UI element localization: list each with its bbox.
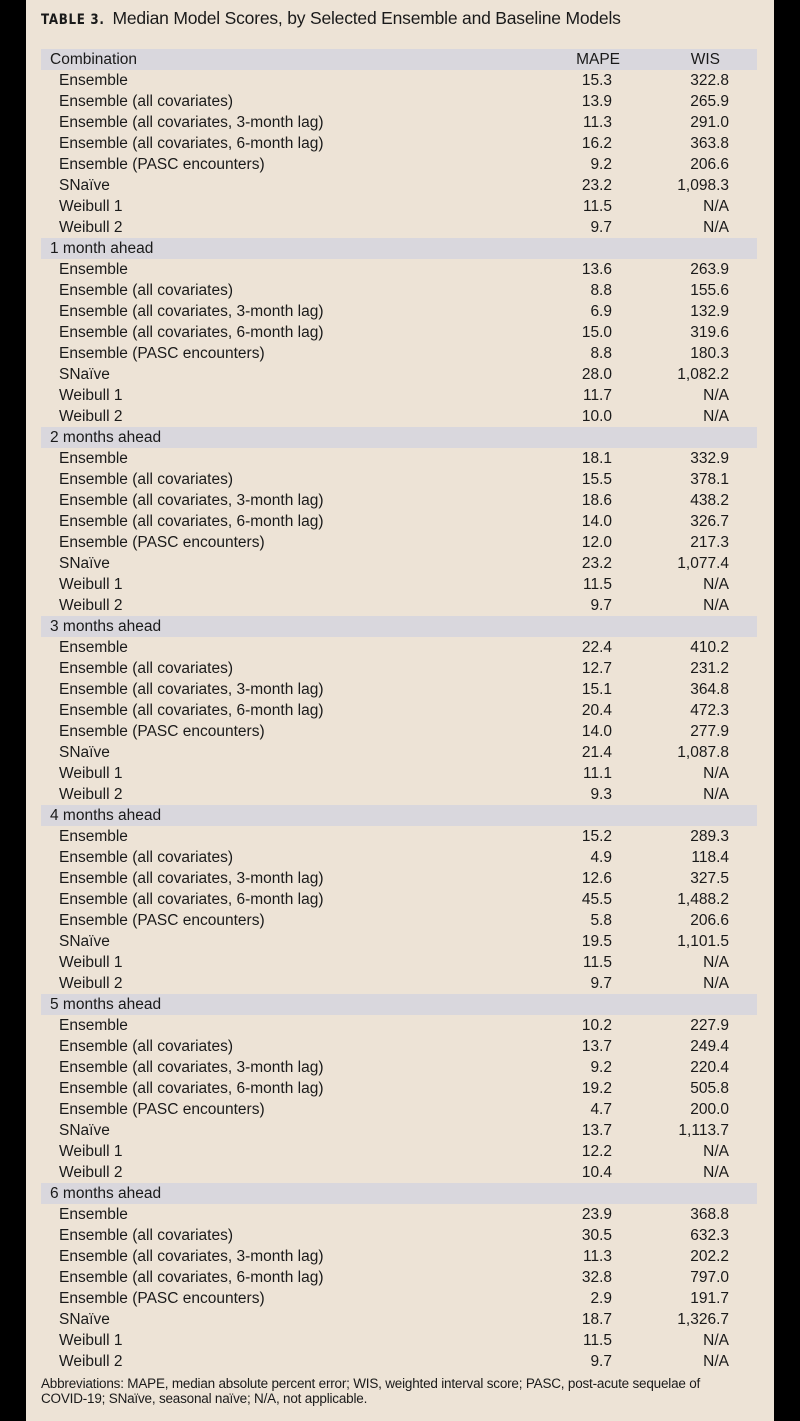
mape-cell: 45.5 xyxy=(581,891,612,908)
model-name-cell: Weibull 2 xyxy=(59,219,123,236)
model-name-cell: SNaïve xyxy=(59,744,110,761)
wis-cell: 363.8 xyxy=(690,135,729,152)
group-label: 3 months ahead xyxy=(50,618,162,635)
table-row xyxy=(41,637,757,658)
mape-cell: 13.6 xyxy=(581,261,612,278)
wis-cell: N/A xyxy=(703,954,729,971)
model-name-cell: Ensemble (all covariates) xyxy=(59,282,234,299)
mape-cell: 11.1 xyxy=(582,765,612,782)
wis-cell: 472.3 xyxy=(690,702,729,719)
column-header-combination: Combination xyxy=(50,51,138,68)
wis-cell: N/A xyxy=(703,387,729,404)
wis-cell: 1,326.7 xyxy=(677,1311,729,1328)
table-row xyxy=(41,1309,757,1330)
wis-cell: 155.6 xyxy=(690,282,729,299)
model-name-cell: SNaïve xyxy=(59,933,110,950)
table-row xyxy=(41,490,757,511)
mape-cell: 13.7 xyxy=(581,1122,612,1139)
wis-cell: 319.6 xyxy=(690,324,729,341)
mape-cell: 32.8 xyxy=(581,1269,612,1286)
wis-cell: N/A xyxy=(703,1332,729,1349)
wis-cell: 202.2 xyxy=(690,1248,729,1265)
mape-cell: 9.7 xyxy=(590,219,612,236)
mape-cell: 12.0 xyxy=(581,534,612,551)
wis-cell: 289.3 xyxy=(690,828,729,845)
table-footnote: Abbreviations: MAPE, median absolute percent error; WIS, weighted interval score; PASC, post-acute sequelae of COVID-19; SNaïve, seasonal naïve; N/A, not applicable. xyxy=(41,1376,701,1406)
wis-cell: 132.9 xyxy=(690,303,729,320)
wis-cell: 118.4 xyxy=(691,849,729,866)
wis-cell: 1,113.7 xyxy=(678,1122,729,1139)
table-row xyxy=(41,154,757,175)
table-row xyxy=(41,1267,757,1288)
model-name-cell: Ensemble (all covariates, 6-month lag) xyxy=(59,702,324,719)
wis-cell: 227.9 xyxy=(690,1017,729,1034)
mape-cell: 18.6 xyxy=(581,492,612,509)
model-name-cell: Ensemble (all covariates, 6-month lag) xyxy=(59,513,324,530)
wis-cell: N/A xyxy=(703,1164,729,1181)
table-row xyxy=(41,1225,757,1246)
mape-cell: 9.2 xyxy=(590,1059,612,1076)
table-row xyxy=(41,532,757,553)
mape-cell: 30.5 xyxy=(581,1227,612,1244)
wis-cell: 249.4 xyxy=(690,1038,729,1055)
table-row xyxy=(41,1141,757,1162)
table-row xyxy=(41,217,757,238)
table-row xyxy=(41,784,757,805)
model-name-cell: Ensemble (PASC encounters) xyxy=(59,534,265,551)
mape-cell: 12.7 xyxy=(581,660,612,677)
mape-cell: 23.2 xyxy=(581,177,612,194)
table-row xyxy=(41,1330,757,1351)
wis-cell: 322.8 xyxy=(690,72,729,89)
model-name-cell: SNaïve xyxy=(59,1311,110,1328)
mape-cell: 15.5 xyxy=(581,471,612,488)
group-header-row xyxy=(41,238,757,259)
model-name-cell: Ensemble (all covariates) xyxy=(59,93,234,110)
table-row xyxy=(41,847,757,868)
model-name-cell: Ensemble (all covariates, 3-month lag) xyxy=(59,870,324,887)
table-row xyxy=(41,910,757,931)
model-name-cell: Ensemble (all covariates) xyxy=(59,1227,234,1244)
wis-cell: 410.2 xyxy=(690,639,729,656)
table-row xyxy=(41,133,757,154)
wis-cell: 206.6 xyxy=(690,912,729,929)
wis-cell: 263.9 xyxy=(690,261,729,278)
table-row xyxy=(41,1246,757,1267)
mape-cell: 9.2 xyxy=(590,156,612,173)
wis-cell: 368.8 xyxy=(690,1206,729,1223)
table-row xyxy=(41,301,757,322)
mape-cell: 2.9 xyxy=(590,1290,612,1307)
mape-cell: 19.5 xyxy=(581,933,612,950)
mape-cell: 9.7 xyxy=(590,597,612,614)
model-name-cell: SNaïve xyxy=(59,366,110,383)
table-title-text: Median Model Scores, by Selected Ensemble and Baseline Models xyxy=(112,8,621,28)
mape-cell: 11.5 xyxy=(582,576,612,593)
mape-cell: 12.6 xyxy=(581,870,612,887)
wis-cell: 191.7 xyxy=(690,1290,729,1307)
mape-cell: 15.0 xyxy=(581,324,612,341)
mape-cell: 8.8 xyxy=(590,345,612,362)
model-name-cell: Weibull 1 xyxy=(59,576,123,593)
table-title xyxy=(41,8,621,29)
model-name-cell: Weibull 1 xyxy=(59,765,123,782)
table-row xyxy=(41,1162,757,1183)
wis-cell: 364.8 xyxy=(690,681,729,698)
wis-cell: N/A xyxy=(703,786,729,803)
model-name-cell: Weibull 2 xyxy=(59,1353,123,1370)
table-row xyxy=(41,1099,757,1120)
table-row xyxy=(41,1078,757,1099)
table-row xyxy=(41,70,757,91)
mape-cell: 23.2 xyxy=(581,555,612,572)
wis-cell: N/A xyxy=(703,408,729,425)
model-name-cell: Ensemble (all covariates, 6-month lag) xyxy=(59,891,324,908)
mape-cell: 19.2 xyxy=(581,1080,612,1097)
group-label: 2 months ahead xyxy=(50,429,162,446)
mape-cell: 6.9 xyxy=(590,303,612,320)
mape-cell: 8.8 xyxy=(590,282,612,299)
group-label: 4 months ahead xyxy=(50,807,162,824)
table-header-row xyxy=(41,49,757,70)
wis-cell: N/A xyxy=(703,1143,729,1160)
model-name-cell: Ensemble (all covariates) xyxy=(59,660,234,677)
table-row xyxy=(41,826,757,847)
model-name-cell: Ensemble (PASC encounters) xyxy=(59,156,265,173)
model-name-cell: SNaïve xyxy=(59,1122,110,1139)
table-row xyxy=(41,574,757,595)
table-row xyxy=(41,700,757,721)
mape-cell: 9.7 xyxy=(590,1353,612,1370)
model-name-cell: SNaïve xyxy=(59,555,110,572)
model-name-cell: Ensemble (all covariates, 3-month lag) xyxy=(59,114,324,131)
group-header-row xyxy=(41,994,757,1015)
model-name-cell: SNaïve xyxy=(59,177,110,194)
model-name-cell: Ensemble (all covariates, 6-month lag) xyxy=(59,1269,324,1286)
mape-cell: 14.0 xyxy=(581,723,612,740)
mape-cell: 14.0 xyxy=(581,513,612,530)
table-row xyxy=(41,112,757,133)
model-name-cell: Ensemble (all covariates, 3-month lag) xyxy=(59,681,324,698)
mape-cell: 11.5 xyxy=(582,1332,612,1349)
mape-cell: 11.3 xyxy=(582,1248,612,1265)
table-row xyxy=(41,973,757,994)
mape-cell: 22.4 xyxy=(581,639,612,656)
wis-cell: N/A xyxy=(703,765,729,782)
wis-cell: N/A xyxy=(703,597,729,614)
wis-cell: 206.6 xyxy=(690,156,729,173)
model-name-cell: Ensemble (PASC encounters) xyxy=(59,912,265,929)
table-row xyxy=(41,1351,757,1372)
wis-cell: N/A xyxy=(703,975,729,992)
table-row xyxy=(41,1015,757,1036)
wis-cell: 632.3 xyxy=(690,1227,729,1244)
model-name-cell: Ensemble xyxy=(59,1017,128,1034)
wis-cell: 332.9 xyxy=(690,450,729,467)
table-row xyxy=(41,1288,757,1309)
mape-cell: 11.3 xyxy=(582,114,612,131)
group-label: 6 months ahead xyxy=(50,1185,162,1202)
table-row xyxy=(41,343,757,364)
model-name-cell: Weibull 2 xyxy=(59,597,123,614)
wis-cell: 797.0 xyxy=(690,1269,729,1286)
mape-cell: 9.7 xyxy=(590,975,612,992)
model-name-cell: Ensemble (all covariates, 6-month lag) xyxy=(59,1080,324,1097)
wis-cell: N/A xyxy=(703,198,729,215)
mape-cell: 10.4 xyxy=(581,1164,612,1181)
group-label: 5 months ahead xyxy=(50,996,162,1013)
model-name-cell: Weibull 2 xyxy=(59,408,123,425)
mape-cell: 23.9 xyxy=(581,1206,612,1223)
model-name-cell: Ensemble (all covariates, 6-month lag) xyxy=(59,135,324,152)
table-row xyxy=(41,280,757,301)
model-name-cell: Weibull 1 xyxy=(59,1332,123,1349)
table-row xyxy=(41,931,757,952)
mape-cell: 10.0 xyxy=(581,408,612,425)
model-name-cell: Weibull 1 xyxy=(59,198,123,215)
mape-cell: 18.7 xyxy=(581,1311,612,1328)
mape-cell: 18.1 xyxy=(581,450,612,467)
table-row xyxy=(41,742,757,763)
model-name-cell: Ensemble xyxy=(59,261,128,278)
wis-cell: 1,098.3 xyxy=(677,177,729,194)
group-header-row xyxy=(41,427,757,448)
table-row xyxy=(41,364,757,385)
mape-cell: 10.2 xyxy=(581,1017,612,1034)
scores-table xyxy=(41,49,757,1372)
mape-cell: 15.1 xyxy=(581,681,612,698)
wis-cell: N/A xyxy=(703,219,729,236)
mape-cell: 13.7 xyxy=(581,1038,612,1055)
model-name-cell: Weibull 2 xyxy=(59,1164,123,1181)
group-label: 1 month ahead xyxy=(50,240,154,257)
table-row xyxy=(41,721,757,742)
table-row xyxy=(41,679,757,700)
table-row xyxy=(41,448,757,469)
model-name-cell: Ensemble (PASC encounters) xyxy=(59,1290,265,1307)
wis-cell: 180.3 xyxy=(690,345,729,362)
wis-cell: 291.0 xyxy=(690,114,729,131)
mape-cell: 4.7 xyxy=(590,1101,612,1118)
group-header-row xyxy=(41,616,757,637)
wis-cell: 200.0 xyxy=(690,1101,729,1118)
table-row xyxy=(41,868,757,889)
wis-cell: 220.4 xyxy=(690,1059,729,1076)
mape-cell: 15.2 xyxy=(581,828,612,845)
mape-cell: 11.7 xyxy=(582,387,612,404)
mape-cell: 11.5 xyxy=(582,954,612,971)
table-row xyxy=(41,889,757,910)
mape-cell: 21.4 xyxy=(581,744,612,761)
wis-cell: 327.5 xyxy=(690,870,729,887)
group-header-row xyxy=(41,805,757,826)
model-name-cell: Weibull 1 xyxy=(59,1143,123,1160)
mape-cell: 11.5 xyxy=(582,198,612,215)
wis-cell: N/A xyxy=(703,576,729,593)
column-header-mape: MAPE xyxy=(576,51,620,68)
wis-cell: 326.7 xyxy=(690,513,729,530)
table-row xyxy=(41,196,757,217)
wis-cell: 1,082.2 xyxy=(677,366,729,383)
wis-cell: 1,101.5 xyxy=(677,933,729,950)
wis-cell: 378.1 xyxy=(690,471,729,488)
model-name-cell: Weibull 2 xyxy=(59,975,123,992)
wis-cell: 505.8 xyxy=(690,1080,729,1097)
mape-cell: 15.3 xyxy=(581,72,612,89)
table-row xyxy=(41,175,757,196)
wis-cell: 217.3 xyxy=(690,534,729,551)
table-row xyxy=(41,1036,757,1057)
model-name-cell: Ensemble (all covariates, 3-month lag) xyxy=(59,1059,324,1076)
model-name-cell: Ensemble xyxy=(59,828,128,845)
column-header-wis: WIS xyxy=(690,51,720,68)
mape-cell: 20.4 xyxy=(581,702,612,719)
wis-cell: N/A xyxy=(703,1353,729,1370)
model-name-cell: Weibull 1 xyxy=(59,954,123,971)
model-name-cell: Ensemble (all covariates) xyxy=(59,1038,234,1055)
wis-cell: 1,087.8 xyxy=(677,744,729,761)
model-name-cell: Ensemble xyxy=(59,1206,128,1223)
model-name-cell: Weibull 2 xyxy=(59,786,123,803)
table-row xyxy=(41,91,757,112)
wis-cell: 1,077.4 xyxy=(677,555,729,572)
table-row xyxy=(41,553,757,574)
wis-cell: 438.2 xyxy=(690,492,729,509)
model-name-cell: Ensemble (all covariates, 6-month lag) xyxy=(59,324,324,341)
wis-cell: 1,488.2 xyxy=(677,891,729,908)
wis-cell: 277.9 xyxy=(690,723,729,740)
mape-cell: 28.0 xyxy=(581,366,612,383)
table-row xyxy=(41,406,757,427)
mape-cell: 13.9 xyxy=(581,93,612,110)
mape-cell: 16.2 xyxy=(581,135,612,152)
mape-cell: 12.2 xyxy=(581,1143,612,1160)
table-row xyxy=(41,322,757,343)
model-name-cell: Ensemble xyxy=(59,72,128,89)
model-name-cell: Ensemble (PASC encounters) xyxy=(59,345,265,362)
group-header-row xyxy=(41,1183,757,1204)
mape-cell: 9.3 xyxy=(590,786,612,803)
wis-cell: 265.9 xyxy=(690,93,729,110)
wis-cell: 231.2 xyxy=(690,660,729,677)
table-row xyxy=(41,1120,757,1141)
table-row xyxy=(41,511,757,532)
table-row xyxy=(41,469,757,490)
model-name-cell: Ensemble (all covariates, 3-month lag) xyxy=(59,303,324,320)
model-name-cell: Ensemble (PASC encounters) xyxy=(59,1101,265,1118)
model-name-cell: Ensemble xyxy=(59,450,128,467)
model-name-cell: Ensemble (all covariates, 3-month lag) xyxy=(59,492,324,509)
mape-cell: 4.9 xyxy=(590,849,612,866)
table-row xyxy=(41,1204,757,1225)
model-name-cell: Ensemble (all covariates) xyxy=(59,849,234,866)
table-row xyxy=(41,658,757,679)
table-number-label: TABLE 3. xyxy=(41,12,105,28)
model-name-cell: Ensemble xyxy=(59,639,128,656)
model-name-cell: Ensemble (all covariates) xyxy=(59,471,234,488)
table-row xyxy=(41,952,757,973)
table-row xyxy=(41,1057,757,1078)
table-row xyxy=(41,595,757,616)
model-name-cell: Ensemble (PASC encounters) xyxy=(59,723,265,740)
mape-cell: 5.8 xyxy=(590,912,612,929)
model-name-cell: Ensemble (all covariates, 3-month lag) xyxy=(59,1248,324,1265)
table-row xyxy=(41,259,757,280)
table-row xyxy=(41,385,757,406)
table-row xyxy=(41,763,757,784)
model-name-cell: Weibull 1 xyxy=(59,387,123,404)
